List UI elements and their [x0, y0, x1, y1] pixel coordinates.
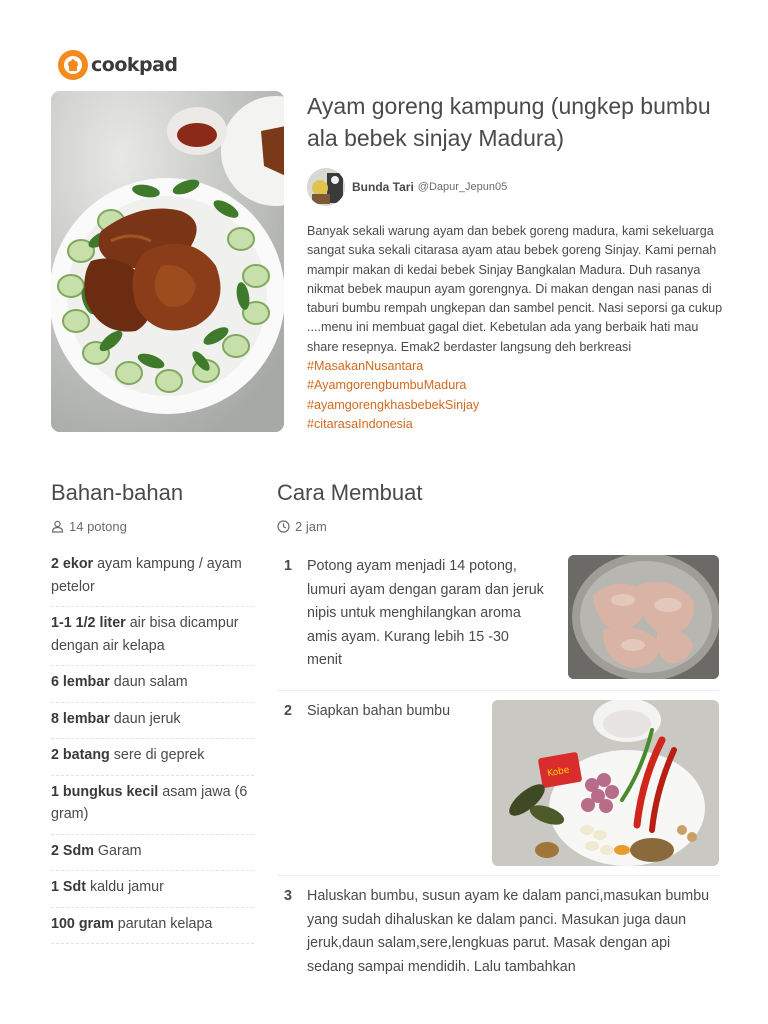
duration-text: 2 jam [295, 519, 327, 534]
hashtag-link[interactable]: #AyamgorengbumbuMadura [307, 378, 467, 393]
step-number: 2 [284, 703, 292, 719]
servings-text: 14 potong [69, 519, 127, 534]
package-label: Kobe [546, 765, 571, 780]
recipe-description [307, 222, 727, 434]
person-icon [51, 520, 64, 533]
ingredient-qty: 1 Sdt [51, 879, 86, 895]
ingredient-name: parutan kelapa [117, 915, 213, 932]
ingredient-qty: 6 lembar [51, 674, 110, 690]
ingredients-heading: Bahan-bahan [51, 480, 184, 505]
step-divider [277, 875, 719, 876]
ingredient-name: asam jawa (6 gram) [51, 783, 248, 822]
ingredients-list [51, 548, 254, 944]
clock-icon [277, 520, 290, 533]
author-name[interactable]: Bunda Tari [352, 180, 414, 194]
hashtag-link[interactable]: #MasakanNusantara [307, 359, 424, 374]
ingredient-name: Garam [97, 842, 142, 859]
step-text: Haluskan bumbu, susun ayam ke dalam panci,masukan bumbu yang sudah dihaluskan ke dalam panci. Masukan juga daun jeruk,daun salam,sere,lengkuas parut. Masak dengan api sedang sampai mendidih. Lalu tambahkan [307, 888, 710, 975]
hashtag-link[interactable]: #citarasaIndonesia [307, 416, 413, 431]
description-text: Banyak sekali warung ayam dan bebek goreng madura, kami sekeluarga sangat suka sekali citarasa ayam atau bebek goreng Sinjay. Kami pernah mampir makan di kedai bebek Sinjay Bangkalan Madura. Duh rasanya nikmat bebek maupun ayam gorengnya. Di makan dengan nasi panas di taburi bumbu rempah ungkepan dan sambel pencit. Nasi seporsi ga cukup ....menu ini membuat gagal diet. Kebetulan ada yang berbaik hati mau share resepnya. Emak2 berdaster langsung deh berkreasi [307, 224, 723, 354]
step-item [277, 885, 719, 995]
ingredient-qty: 8 lembar [51, 710, 110, 727]
steps-heading: Cara Membuat [277, 480, 423, 505]
author-handle: @Dapur_Jepun05 [417, 181, 508, 193]
servings-info [51, 519, 127, 534]
ingredient-qty: 100 gram [51, 915, 114, 932]
ingredient-item [51, 666, 254, 703]
ingredient-item [51, 548, 254, 607]
ingredient-name: kaldu jamur [89, 879, 164, 895]
ingredient-name: daun salam [113, 674, 188, 690]
ingredient-item [51, 908, 254, 945]
step-text: Siapkan bahan bumbu [307, 703, 451, 719]
step-item [277, 555, 719, 685]
ingredient-name: ayam kampung / ayam petelor [51, 556, 242, 595]
author-avatar[interactable] [307, 168, 345, 206]
step-item [277, 700, 719, 870]
ingredient-name: daun jeruk [113, 710, 181, 727]
ingredient-name: sere di geprek [113, 747, 205, 763]
ingredient-item [51, 607, 254, 666]
chef-hat-icon [58, 50, 88, 80]
ingredient-qty: 1-1 1/2 liter [51, 615, 126, 631]
step-divider [277, 690, 719, 691]
step-photo[interactable] [492, 700, 719, 866]
ingredient-qty: 2 Sdm [51, 842, 94, 859]
ingredient-item [51, 739, 254, 776]
ingredient-qty: 2 batang [51, 747, 110, 763]
brand-name: cookpad [91, 54, 178, 76]
ingredient-qty: 1 bungkus kecil [51, 783, 159, 800]
ingredient-item [51, 835, 254, 872]
step-photo[interactable] [568, 555, 719, 679]
author-info[interactable] [307, 168, 507, 206]
ingredient-name: air bisa dicampur dengan air kelapa [51, 615, 239, 654]
ingredient-item [51, 776, 254, 835]
hashtag-link[interactable]: #ayamgorengkhasbebekSinjay [307, 397, 480, 412]
step-text: Potong ayam menjadi 14 potong, lumuri ayam dengan garam dan jeruk nipis untuk menghilangkan aroma amis ayam. Kurang lebih 15 -30 menit [307, 558, 544, 668]
ingredient-qty: 2 ekor [51, 556, 94, 572]
step-number: 3 [284, 888, 292, 904]
ingredient-item [51, 703, 254, 740]
cookpad-logo[interactable] [58, 50, 178, 80]
recipe-main-photo[interactable] [51, 91, 284, 432]
step-number: 1 [284, 558, 292, 574]
recipe-title: Ayam goreng kampung (ungkep bumbu ala bebek sinjay Madura) [307, 93, 711, 151]
ingredient-item [51, 871, 254, 908]
duration-info [277, 519, 327, 534]
